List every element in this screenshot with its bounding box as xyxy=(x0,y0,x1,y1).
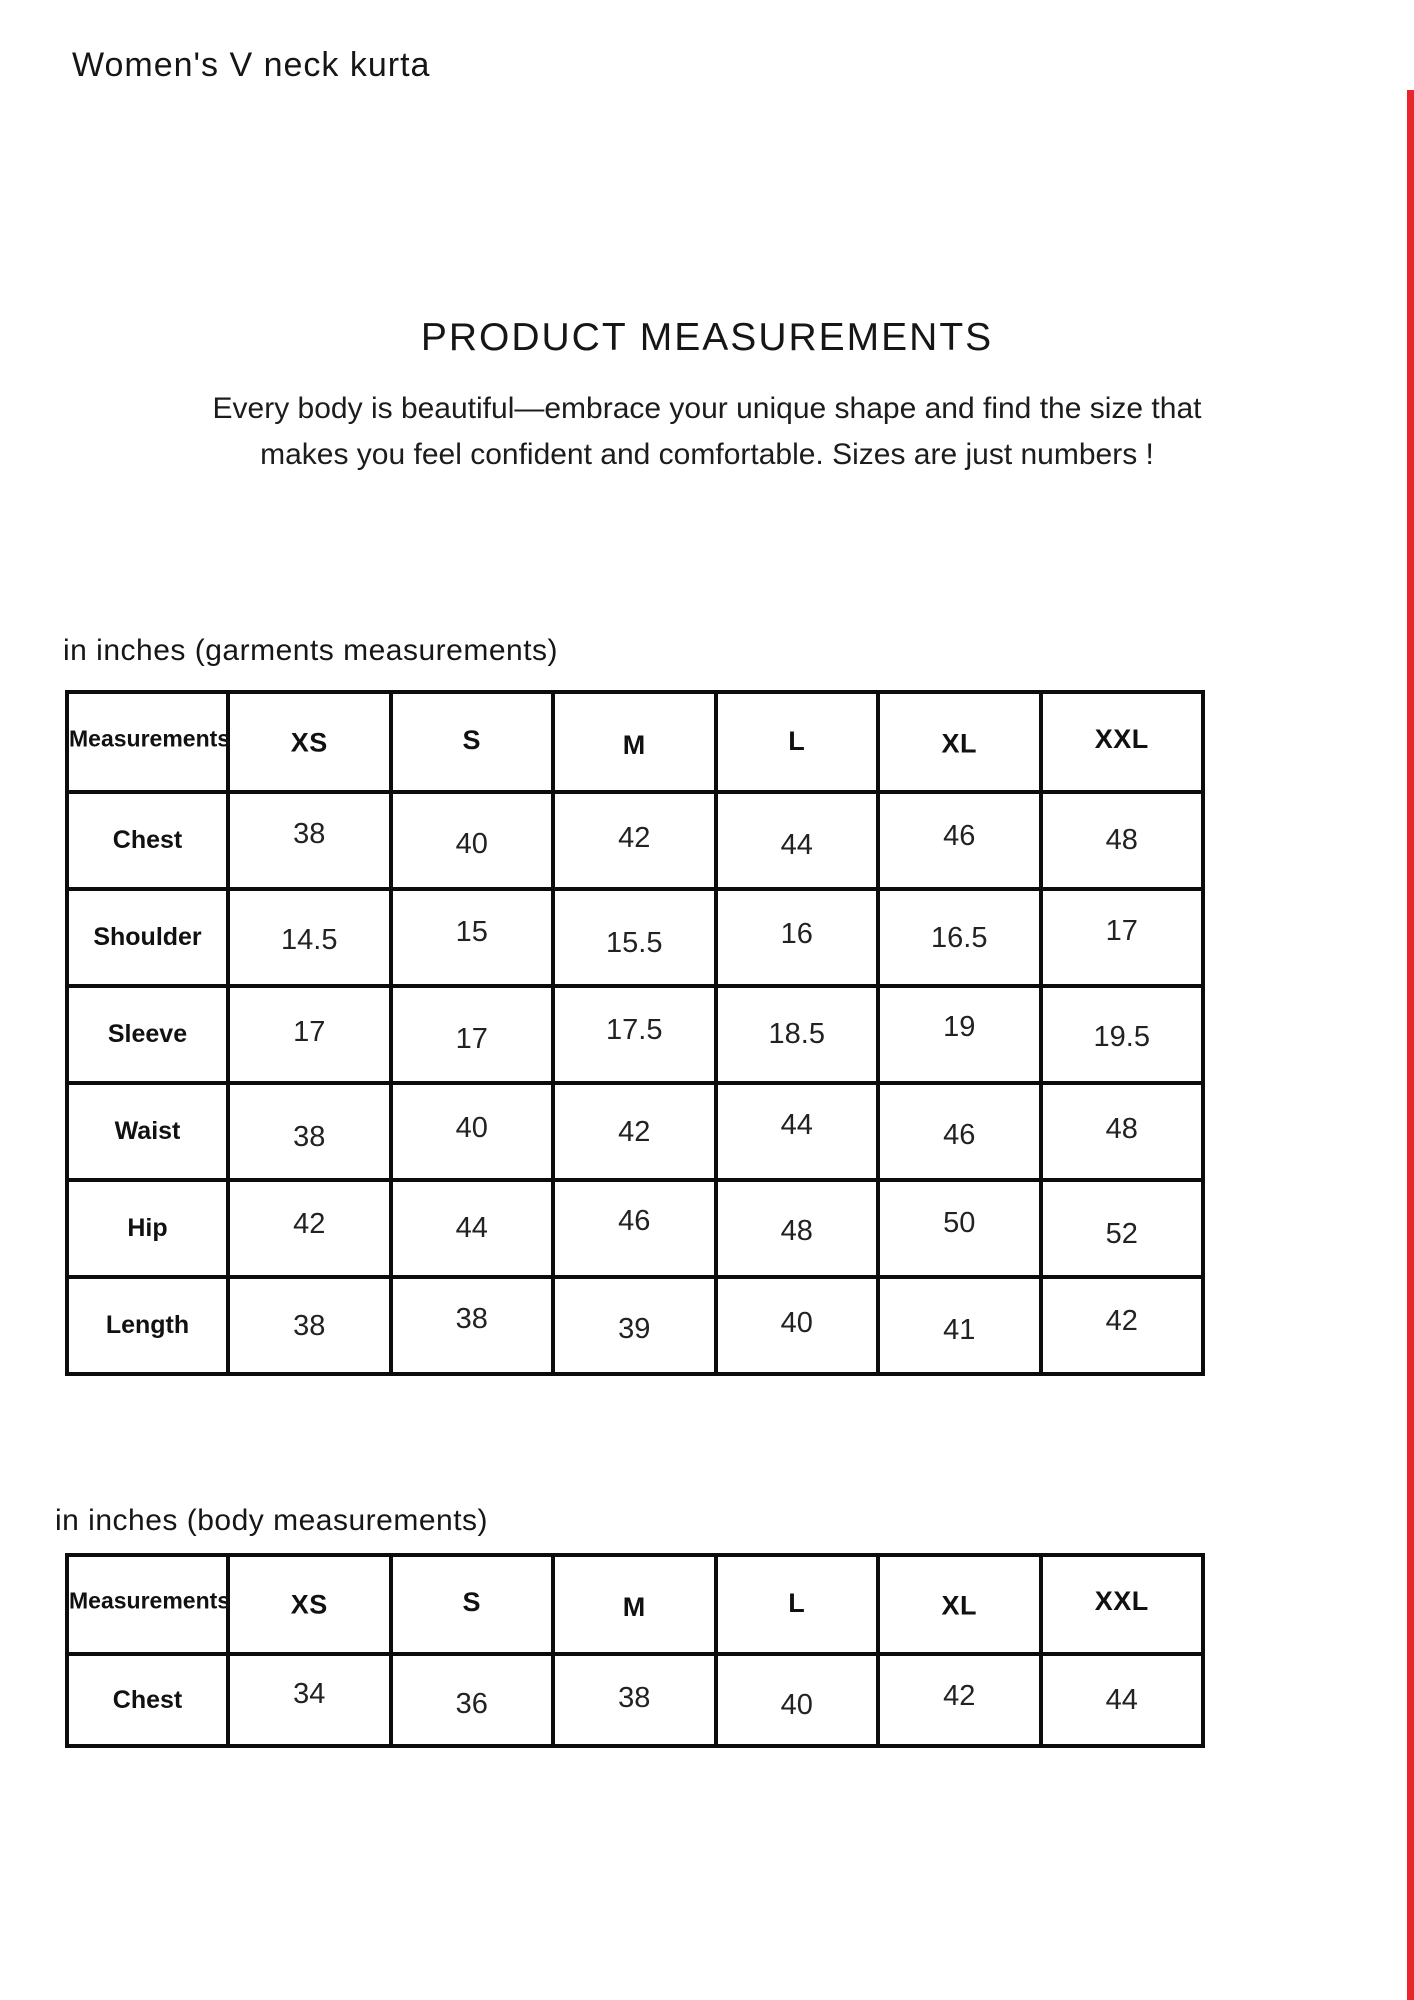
measurement-value-cell: 44 xyxy=(716,1077,879,1174)
measurement-value-cell: 17.5 xyxy=(553,982,716,1079)
measurement-value-cell: 42 xyxy=(553,1084,716,1181)
intro-section xyxy=(0,316,1414,478)
measurement-value-cell: 38 xyxy=(228,1278,391,1375)
measurement-value-cell: 16.5 xyxy=(878,890,1041,987)
measurement-value-cell: 44 xyxy=(716,797,879,894)
subtitle-line-1: Every body is beautiful—embrace your unique shape and find the size that xyxy=(212,392,1202,425)
garment-table-caption: in inches (garments measurements) xyxy=(63,634,559,667)
measurement-value-cell: 19 xyxy=(878,979,1041,1076)
garment-header-xxl: XXL xyxy=(1041,689,1204,789)
row-label: Shoulder xyxy=(67,889,228,986)
measurement-value-cell: 36 xyxy=(391,1658,554,1750)
garment-row-sleeve xyxy=(67,986,1203,1083)
body-measurements-table xyxy=(65,1553,1205,1748)
measurement-value-cell: 40 xyxy=(716,1659,879,1751)
body-header-xl: XL xyxy=(878,1557,1041,1656)
garment-header-m: M xyxy=(553,695,716,795)
row-label: Chest xyxy=(67,792,228,889)
measurement-value-cell: 34 xyxy=(228,1648,391,1740)
measurement-value-cell: 48 xyxy=(716,1183,879,1280)
measurement-value-cell: 42 xyxy=(228,1176,391,1273)
product-title: Women's V neck kurta xyxy=(72,46,431,84)
measurement-value-cell: 17 xyxy=(1041,883,1204,980)
body-header-l: L xyxy=(716,1554,879,1653)
measurement-value-cell: 17 xyxy=(391,991,554,1088)
measurement-value-cell: 42 xyxy=(553,790,716,887)
garment-table-body xyxy=(67,792,1203,1374)
body-table-caption: in inches (body measurements) xyxy=(55,1504,489,1537)
row-label: Chest xyxy=(67,1654,228,1746)
garment-header-s: S xyxy=(391,690,554,790)
measurement-value-cell: 40 xyxy=(716,1275,879,1372)
measurement-value-cell: 18.5 xyxy=(716,986,879,1083)
body-header-xxl: XXL xyxy=(1041,1552,1204,1651)
body-row-chest xyxy=(67,1654,1203,1746)
measurement-value-cell: 38 xyxy=(553,1652,716,1744)
measurement-value-cell: 38 xyxy=(228,786,391,883)
row-label: Length xyxy=(67,1277,228,1374)
body-table-header xyxy=(67,1555,1203,1654)
measurement-value-cell: 44 xyxy=(1041,1654,1204,1746)
garment-header-measurements: Measurements xyxy=(67,689,228,789)
garment-measurements-table xyxy=(65,690,1205,1376)
measurement-value-cell: 46 xyxy=(878,788,1041,885)
garment-header-xl: XL xyxy=(878,694,1041,794)
garment-header-xs: XS xyxy=(228,693,391,793)
measurement-value-cell: 41 xyxy=(878,1282,1041,1379)
measurement-value-cell: 48 xyxy=(1041,792,1204,889)
measurement-value-cell: 15 xyxy=(391,884,554,981)
body-header-row xyxy=(67,1555,1203,1654)
measurement-value-cell: 46 xyxy=(553,1173,716,1270)
measurement-value-cell: 17 xyxy=(228,984,391,1081)
measurement-value-cell: 42 xyxy=(878,1650,1041,1742)
measurement-value-cell: 39 xyxy=(553,1281,716,1378)
measurement-value-cell: 15.5 xyxy=(553,895,716,992)
measurement-value-cell: 16 xyxy=(716,886,879,983)
measurement-value-cell: 40 xyxy=(391,1080,554,1177)
measurement-value-cell: 42 xyxy=(1041,1273,1204,1370)
measurement-value-cell: 40 xyxy=(391,796,554,893)
section-heading: PRODUCT MEASUREMENTS xyxy=(420,316,994,359)
body-header-s: S xyxy=(391,1553,554,1652)
measurement-value-cell: 14.5 xyxy=(228,892,391,989)
garment-row-chest xyxy=(67,792,1203,889)
measurement-value-cell: 38 xyxy=(391,1271,554,1368)
measurement-value-cell: 50 xyxy=(878,1175,1041,1272)
row-label: Waist xyxy=(67,1083,228,1180)
garment-row-shoulder xyxy=(67,889,1203,986)
garment-row-hip xyxy=(67,1180,1203,1277)
subtitle-line-2: makes you feel confident and comfortable. Sizes are just numbers ! xyxy=(260,438,1154,471)
measurement-value-cell: 52 xyxy=(1041,1186,1204,1283)
garment-header-l: L xyxy=(716,691,879,791)
measurement-value-cell: 19.5 xyxy=(1041,989,1204,1086)
body-header-measurements: Measurements xyxy=(67,1552,228,1651)
row-label: Hip xyxy=(67,1180,228,1277)
measurement-value-cell: 48 xyxy=(1041,1081,1204,1178)
body-table-body xyxy=(67,1654,1203,1746)
measurement-value-cell: 46 xyxy=(878,1087,1041,1184)
row-label: Sleeve xyxy=(67,986,228,1083)
measurement-value-cell: 44 xyxy=(391,1180,554,1277)
garment-table-header xyxy=(67,692,1203,792)
garment-row-waist xyxy=(67,1083,1203,1180)
garment-row-length xyxy=(67,1277,1203,1374)
body-header-m: M xyxy=(553,1558,716,1657)
measurement-value-cell: 38 xyxy=(228,1089,391,1186)
body-header-xs: XS xyxy=(228,1556,391,1655)
garment-header-row xyxy=(67,692,1203,792)
